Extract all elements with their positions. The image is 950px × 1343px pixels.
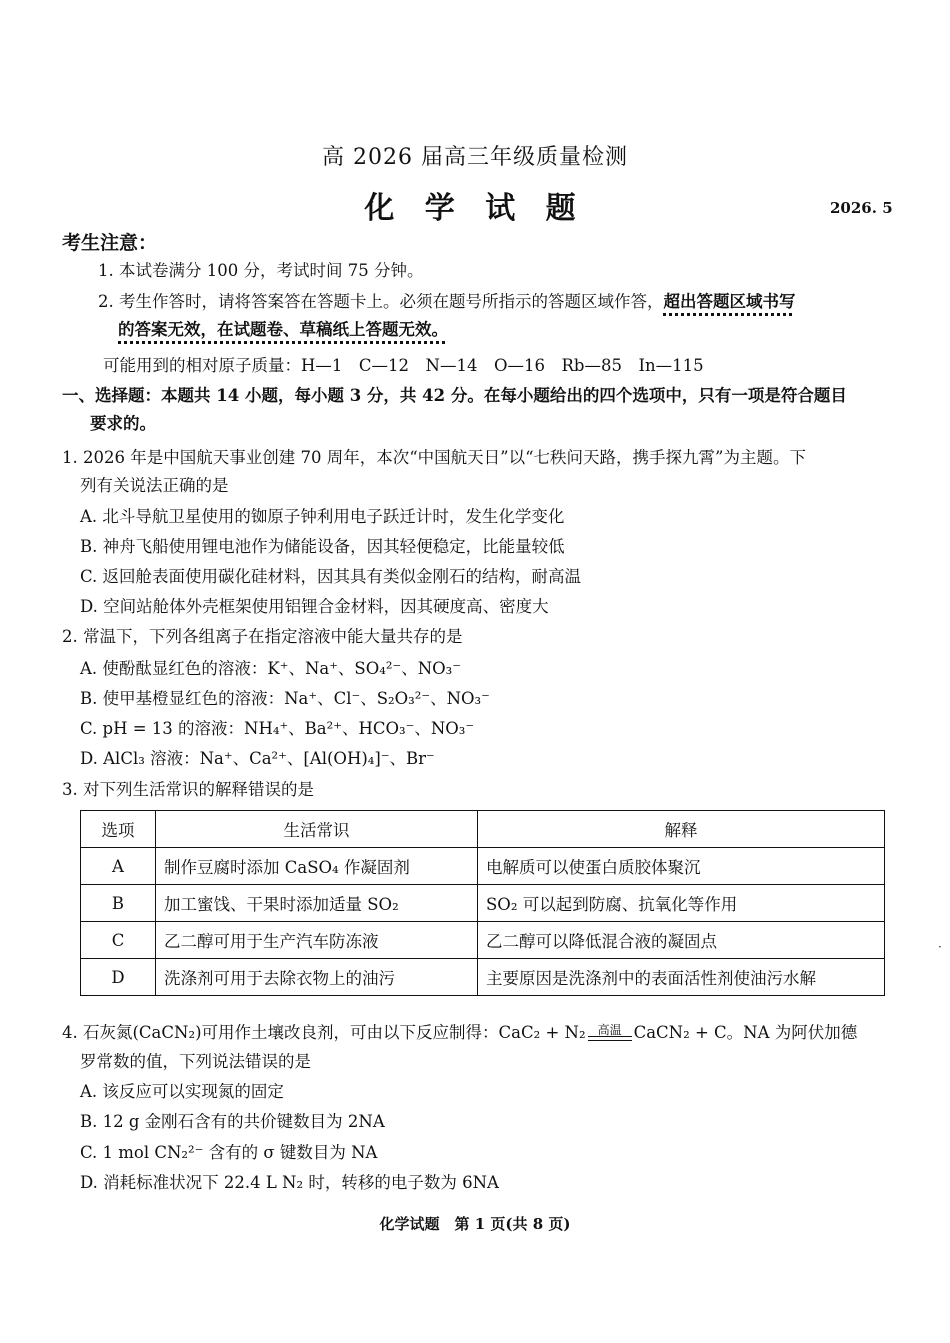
q2-option-b: B. 使甲基橙显红色的溶液：Na⁺、Cl⁻、S₂O₃²⁻、NO₃⁻ [80,689,490,708]
q1-option-c: C. 返回舱表面使用碳化硅材料，因其具有类似金刚石的结构，耐高温 [80,567,582,586]
q4-option-b: B. 12 g 金刚石含有的共价键数目为 2NA [80,1112,385,1131]
table-header-option: 选项 [81,811,156,848]
exam-date: 2026. 5 [830,199,893,217]
table-cell: 电解质可以使蛋白质胶体聚沉 [478,848,885,885]
table-header-explanation: 解释 [478,811,885,848]
table-cell: C [81,922,156,959]
notice-item-2-continued: 的答案无效，在试题卷、草稿纸上答题无效。 [118,320,448,339]
table-cell: A [81,848,156,885]
table-cell: B [81,885,156,922]
subject-title: 化 学 试 题 [364,191,586,226]
section-1-instructions: 一、选择题：本题共 14 小题，每小题 3 分，共 42 分。在每小题给出的四个选项中，只有一项是符合题目 [62,386,847,405]
q2-option-c: C. pH = 13 的溶液：NH₄⁺、Ba²⁺、HCO₃⁻、NO₃⁻ [80,719,475,738]
table-cell: 制作豆腐时添加 CaSO₄ 作凝固剂 [156,848,478,885]
table-row [81,848,885,885]
scan-speck: · [938,940,942,954]
q1-stem: 1. 2026 年是中国航天事业创建 70 周年，本次“中国航天日”以“七秩问天路，携手探九霄”为主题。下 [62,448,806,467]
table-cell: 主要原因是洗涤剂中的表面活性剂使油污水解 [478,959,885,996]
exam-title: 高 2026 届高三年级质量检测 [322,145,628,170]
q4-stem-cont: 罗常数的值，下列说法错误的是 [80,1052,311,1071]
q2-option-d: D. AlCl₃ 溶液：Na⁺、Ca²⁺、[Al(OH)₄]⁻、Br⁻ [80,749,435,768]
q2-option-a: A. 使酚酞显红色的溶液：K⁺、Na⁺、SO₄²⁻、NO₃⁻ [80,659,461,678]
table-cell: SO₂ 可以起到防腐、抗氧化等作用 [478,885,885,922]
notice-item-2 [98,291,796,313]
table-header-row [81,811,885,848]
page-footer: 化学试题 第 1 页(共 8 页) [379,1215,571,1233]
table-cell: 乙二醇可以降低混合液的凝固点 [478,922,885,959]
atomic-masses: 可能用到的相对原子质量：H—1 C—12 N—14 O—16 Rb—85 In—115 [103,356,704,375]
table-header-knowledge: 生活常识 [156,811,478,848]
q4-option-a: A. 该反应可以实现氮的固定 [80,1082,284,1101]
q4-option-c: C. 1 mol CN₂²⁻ 含有的 σ 键数目为 NA [80,1143,378,1162]
q1-option-a: A. 北斗导航卫星使用的铷原子钟利用电子跃迁计时，发生化学变化 [80,507,565,526]
notice-item-1: 1. 本试卷满分 100 分，考试时间 75 分钟。 [98,261,424,280]
q4-option-d: D. 消耗标准状况下 22.4 L N₂ 时，转移的电子数为 6NA [80,1173,499,1192]
table-cell: 乙二醇可用于生产汽车防冻液 [156,922,478,959]
q1-stem-cont: 列有关说法正确的是 [80,476,229,495]
q1-option-b: B. 神舟飞船使用锂电池作为储能设备，因其轻便稳定，比能量较低 [80,537,565,556]
notice-item-2-text: 2. 考生作答时，请将答案答在答题卡上。必须在题号所指示的答题区域作答， [98,292,664,311]
q4-stem-right: CaCN₂ + C。NA 为阿伏加德 [633,1023,858,1042]
q1-option-d: D. 空间站舱体外壳框架使用铝锂合金材料，因其硬度高、密度大 [80,597,549,616]
table-row [81,922,885,959]
table-row [81,959,885,996]
q4-stem [62,1022,857,1045]
notice-item-2-emphasis: 超出答题区域书写 [663,292,796,311]
q2-stem: 2. 常温下，下列各组离子在指定溶液中能大量共存的是 [62,627,463,646]
q4-stem-left: 4. 石灰氮(CaCN₂)可用作土壤改良剂，可由以下反应制得：CaC₂ + N₂ [62,1023,586,1042]
notice-heading: 考生注意： [62,232,158,254]
equilibrium-arrow-icon [586,1023,634,1045]
table-cell: D [81,959,156,996]
q3-stem: 3. 对下列生活常识的解释错误的是 [62,780,314,799]
reaction-condition: 高温 [597,1022,622,1037]
table-row [81,885,885,922]
section-1-instructions-cont: 要求的。 [90,414,156,433]
table-cell: 加工蜜饯、干果时添加适量 SO₂ [156,885,478,922]
q3-table [80,810,885,996]
table-cell: 洗涤剂可用于去除衣物上的油污 [156,959,478,996]
